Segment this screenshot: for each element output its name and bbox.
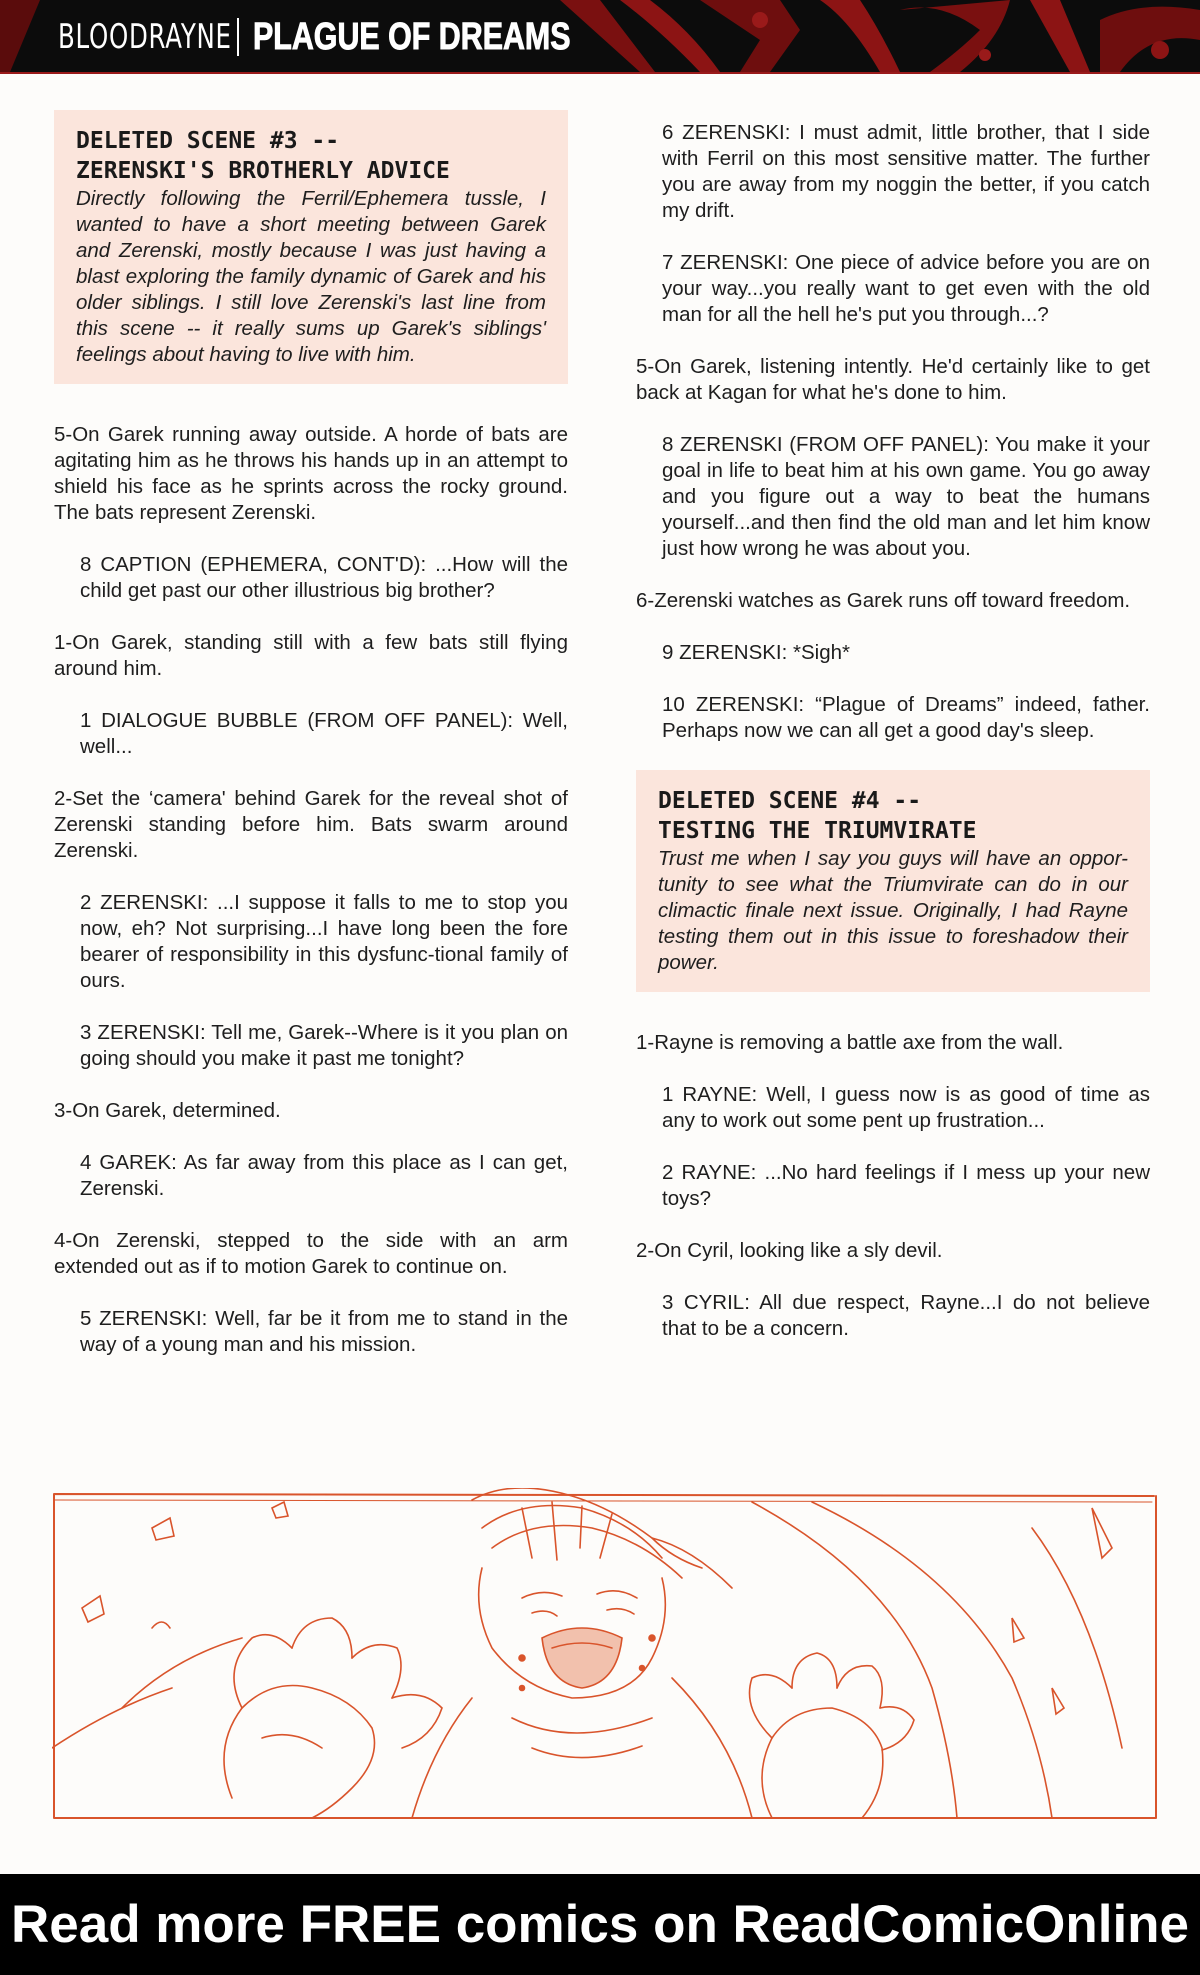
script-dialogue: 8 ZERENSKI (FROM OFF PANEL): You make it your goal in life to beat him at his own game. You go away and you figure out a way to beat the humans yourself...and then find the old man and let him know just how wrong he was about you.: [662, 433, 1150, 560]
script-dialogue: 1 DIALOGUE BUBBLE (FROM OFF PANEL): Well, well...: [80, 709, 568, 758]
script-dialogue: 7 ZERENSKI: One piece of advice before you are on your way...you really want to get even with the old man for all the hell he's put you through...?: [662, 251, 1150, 326]
script-dialogue: 8 CAPTION (EPHEMERA, CONT'D): ...How will the child get past our other illustrious big brother?: [80, 553, 568, 602]
script-direction: 6-Zerenski watches as Garek runs off toward freedom.: [636, 589, 1131, 612]
box-heading-line1: DELETED SCENE #4 --: [658, 788, 922, 814]
script-direction: 3-On Garek, determined.: [54, 1099, 281, 1122]
box-heading-line2: TESTING THE TRIUMVIRATE: [658, 818, 977, 844]
deleted-scene-3-box: [54, 110, 568, 384]
script-direction: 1-On Garek, standing still with a few bats still flying around him.: [54, 631, 568, 680]
script-direction: 5-On Garek running away outside. A horde of bats are agitating him as he throws his hands up in an attempt to shield his face as he sprints across the rocky ground. The bats represent Zerenski.: [54, 423, 568, 524]
script-dialogue: 10 ZERENSKI: “Plague of Dreams” indeed, father. Perhaps now we can all get a good day's sleep.: [662, 693, 1150, 742]
title-separator: [237, 18, 239, 56]
script-direction: 1-Rayne is removing a battle axe from the wall.: [636, 1031, 1064, 1054]
right-column: [636, 120, 1150, 1368]
box-note: Trust me when I say you guys will have an oppor-tunity to see what the Triumvirate can do in our climactic finale next issue. Originally, I had Rayne testing them out in this issue to foreshadow their power.: [658, 847, 1128, 974]
script-dialogue: 2 RAYNE: ...No hard feelings if I mess up your new toys?: [662, 1161, 1150, 1210]
header-divider: [0, 72, 1200, 74]
script-dialogue: 2 ZERENSKI: ...I suppose it falls to me to stop you now, eh? Not surprising...I have long been the fore bearer of responsibility in this dysfunc-tional family of ours.: [80, 891, 568, 992]
footer-banner[interactable]: [0, 1874, 1200, 1975]
left-column: [54, 110, 568, 1384]
script-direction: 4-On Zerenski, stepped to the side with an arm extended out as if to motion Garek to continue on.: [54, 1229, 568, 1278]
box-note: Directly following the Ferril/Ephemera tussle, I wanted to have a short meeting between Garek and Zerenski, mostly because I was just having a blast exploring the family dynamic of Garek and his older siblings. I still love Zerenski's last line from this scene -- it really sums up Garek's siblings' feelings about having to live with him.: [76, 187, 546, 366]
script-dialogue: 3 ZERENSKI: Tell me, Garek--Where is it you plan on going should you make it past me tonight?: [80, 1021, 568, 1070]
script-direction: 2-On Cyril, looking like a sly devil.: [636, 1239, 943, 1262]
script-direction: 5-On Garek, listening intently. He'd certainly like to get back at Kagan for what he's done to him.: [636, 355, 1150, 404]
script-dialogue: 5 ZERENSKI: Well, far be it from me to stand in the way of a young man and his mission.: [80, 1307, 568, 1356]
header-title: [58, 12, 650, 62]
box-heading-line1: DELETED SCENE #3 --: [76, 128, 340, 154]
script-direction: 2-Set the ‘camera' behind Garek for the reveal shot of Zerenski standing before him. Bats swarm around Zerenski.: [54, 787, 568, 862]
script-dialogue: 6 ZERENSKI: I must admit, little brother, that I side with Ferril on this most sensitive matter. The further you are away from my noggin the better, if you catch my drift.: [662, 121, 1150, 222]
page-header: [0, 0, 1200, 72]
script-dialogue: 4 GAREK: As far away from this place as I can get, Zerenski.: [80, 1151, 568, 1200]
comic-title: PLAGUE OF DREAMS: [253, 15, 571, 58]
script-dialogue: 1 RAYNE: Well, I guess now is as good of time as any to work out some pent up frustration...: [662, 1083, 1150, 1132]
script-dialogue: 9 ZERENSKI: *Sigh*: [662, 641, 850, 664]
pencil-sketch-panel: [52, 1488, 1160, 1822]
deleted-scene-4-box: [636, 770, 1150, 992]
footer-promo-text[interactable]: Read more FREE comics on ReadComicOnline: [10, 1895, 1190, 1954]
brand-name: BLOODRAYNE: [58, 17, 232, 57]
box-heading-line2: ZERENSKI'S BROTHERLY ADVICE: [76, 158, 450, 184]
script-dialogue: 3 CYRIL: All due respect, Rayne...I do not believe that to be a concern.: [662, 1291, 1150, 1340]
